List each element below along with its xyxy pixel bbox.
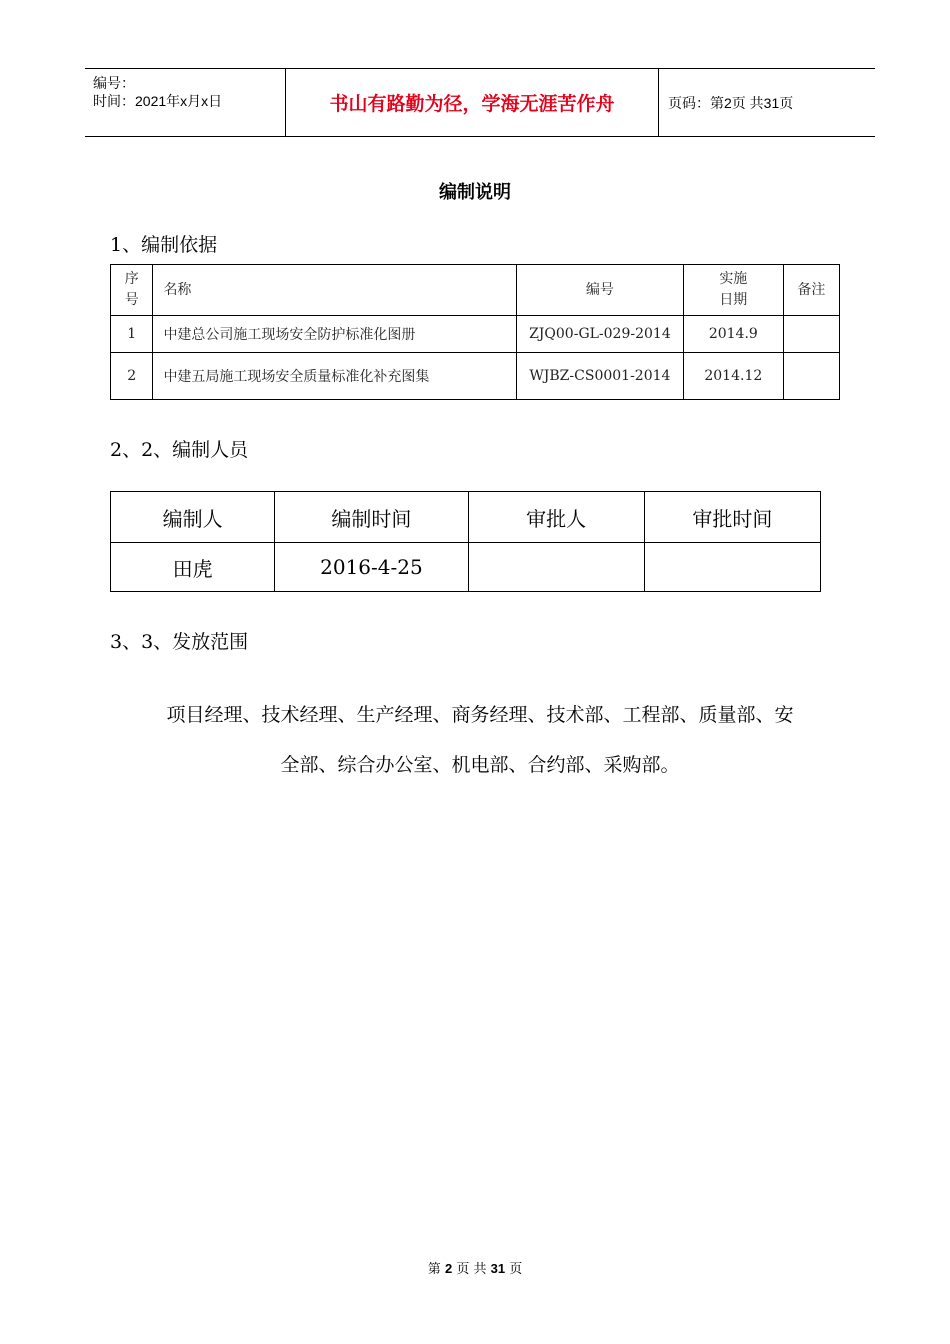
- basis-cell-date: 2014.12: [683, 353, 783, 400]
- scope-paragraph: [110, 690, 850, 790]
- header-page-info: 页码：第2页 共31页: [668, 94, 794, 111]
- footer-prefix: 第: [427, 1262, 441, 1277]
- basis-cell-no: 1: [111, 316, 153, 353]
- basis-table: [110, 264, 840, 400]
- basis-cell-memo: [783, 353, 839, 400]
- basis-header-date: 实施日期: [683, 265, 783, 316]
- footer-total-pages: 31: [490, 1261, 506, 1276]
- document-title: 编制说明: [439, 182, 511, 203]
- footer-mid: 页 共: [456, 1262, 487, 1277]
- basis-cell-name: 中建五局施工现场安全质量标准化补充图集: [153, 353, 517, 400]
- time-label: 时间：2021年x月x日: [93, 93, 223, 109]
- page-header: [85, 68, 875, 137]
- footer-suffix: 页: [509, 1262, 523, 1277]
- basis-header-no: 序号: [111, 265, 153, 316]
- basis-cell-memo: [783, 316, 839, 353]
- section-staff-title: 2、2、编制人员: [110, 439, 249, 461]
- scope-line-2: 全部、综合办公室、机电部、合约部、采购部。: [280, 754, 680, 776]
- table-row: [111, 543, 821, 592]
- section-scope-title: 3、3、发放范围: [110, 631, 249, 653]
- basis-cell-date: 2014.9: [683, 316, 783, 353]
- staff-table: [110, 491, 821, 592]
- basis-cell-code: ZJQ00-GL-029-2014: [517, 316, 684, 353]
- header-motto: 书山有路勤为径，学海无涯苦作舟: [286, 69, 659, 136]
- basis-header-name: 名称: [153, 265, 517, 316]
- staff-cell-approve-time: [644, 543, 820, 592]
- basis-cell-code: WJBZ-CS0001-2014: [517, 353, 684, 400]
- staff-cell-compiler: 田虎: [111, 543, 275, 592]
- scope-line-1: 项目经理、技术经理、生产经理、商务经理、技术部、工程部、质量部、安: [166, 704, 794, 726]
- footer-page-number: 2: [444, 1261, 453, 1276]
- basis-table-header-row: [111, 265, 840, 316]
- page-footer: [0, 1258, 950, 1277]
- section-basis-title: 1、编制依据: [110, 234, 218, 256]
- staff-cell-compile-time: 2016-4-25: [275, 543, 468, 592]
- staff-header-compiler: 编制人: [111, 492, 275, 543]
- staff-header-approve-time: 审批时间: [644, 492, 820, 543]
- basis-cell-no: 2: [111, 353, 153, 400]
- basis-header-code: 编号: [517, 265, 684, 316]
- staff-cell-approver: [468, 543, 644, 592]
- table-row: [111, 316, 840, 353]
- basis-cell-name: 中建总公司施工现场安全防护标准化图册: [153, 316, 517, 353]
- serial-label: 编号：: [93, 75, 135, 91]
- staff-header-approver: 审批人: [468, 492, 644, 543]
- staff-table-header-row: [111, 492, 821, 543]
- basis-header-memo: 备注: [783, 265, 839, 316]
- staff-header-compile-time: 编制时间: [275, 492, 468, 543]
- table-row: [111, 353, 840, 400]
- header-meta: [85, 69, 286, 136]
